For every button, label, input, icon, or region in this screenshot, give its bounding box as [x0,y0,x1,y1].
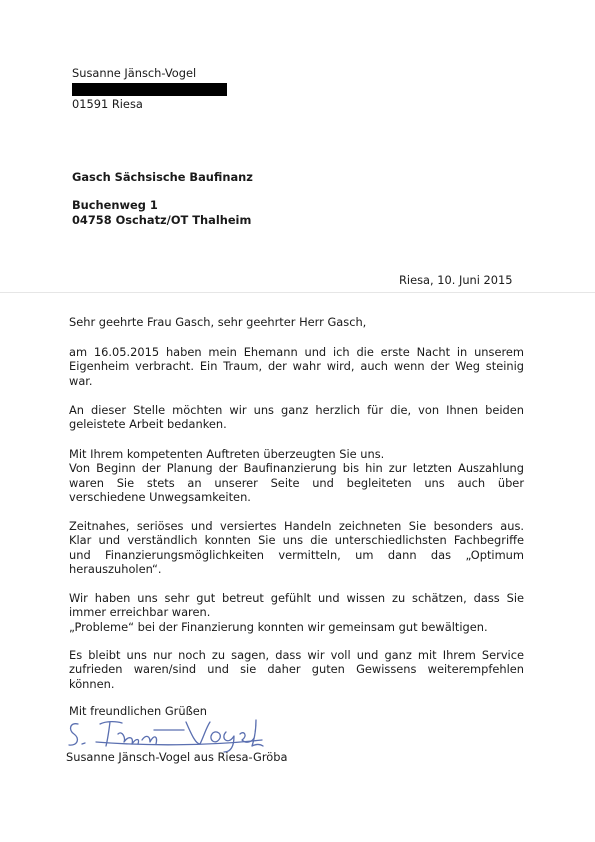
sender-name: Susanne Jänsch-Vogel [72,66,197,80]
paragraph-2 [69,403,524,432]
sender-city: 01591 Riesa [72,97,143,111]
scan-fold-line [0,292,595,293]
recipient-street: Buchenweg 1 [72,198,158,212]
paragraph-line: immer erreichbar waren. [69,605,211,620]
paragraph-5 [69,591,524,634]
letter-date: Riesa, 10. Juni 2015 [399,273,513,287]
paragraph-line: „Probleme“ bei der Finanzierung konnten wir gemeinsam gut bewältigen. [69,619,488,634]
paragraph-1 [69,345,524,388]
paragraph-line: am 16.05.2015 haben mein Ehemann und ich die erste Nacht in unserem [69,345,524,359]
paragraph-4 [69,519,524,577]
paragraph-line: An dieser Stelle möchten wir uns ganz herzlich für die, von Ihnen beiden [69,403,524,417]
salutation: Sehr geehrte Frau Gasch, sehr geehrter Herr Gasch, [69,315,367,329]
paragraph-line: waren Sie stets an unserer Seite und begleiteten uns auch über [69,475,524,490]
paragraph-6 [69,648,524,691]
paragraph-line: Zeitnahes, seriöses und versiertes Handeln zeichneten Sie besonders aus. [69,519,524,533]
recipient-city: 04758 Oschatz/OT Thalheim [72,213,252,227]
recipient-company: Gasch Sächsische Baufinanz [72,170,253,184]
paragraph-line: Es bleibt uns nur noch zu sagen, dass wir voll und ganz mit Ihrem Service [69,648,524,662]
paragraph-line: zufrieden waren/sind und sie daher guten Gewissens weiterempfehlen [69,662,524,677]
paragraph-line: Klar und verständlich konnten Sie uns die unterschiedlichsten Fachbegriffe [69,533,524,548]
paragraph-line: geleistete Arbeit bedanken. [69,417,227,432]
signature-name: Susanne Jänsch-Vogel aus Riesa-Gröba [66,750,288,764]
paragraph-3 [69,447,524,505]
redacted-address-bar [72,83,227,96]
paragraph-line: Mit Ihrem kompetenten Auftreten überzeugten Sie uns. [69,447,385,461]
paragraph-line: Wir haben uns sehr gut betreut gefühlt und wissen zu schätzen, dass Sie [69,591,524,605]
paragraph-line: Von Beginn der Planung der Baufinanzierung bis hin zur letzten Auszahlung [69,461,524,476]
paragraph-line: und Finanzierungsmöglichkeiten vermitteln, um dann das „Optimum [69,547,524,562]
paragraph-line: war. [69,373,93,388]
paragraph-line: Eigenheim verbracht. Ein Traum, der wahr wird, auch wenn der Weg steinig [69,359,524,374]
paragraph-line: herauszuholen“. [69,562,162,577]
handwritten-signature [66,716,266,754]
paragraph-line: verschiedene Unwegsamkeiten. [69,490,251,505]
paragraph-line: können. [69,676,115,691]
closing: Mit freundlichen Grüßen [69,704,207,718]
